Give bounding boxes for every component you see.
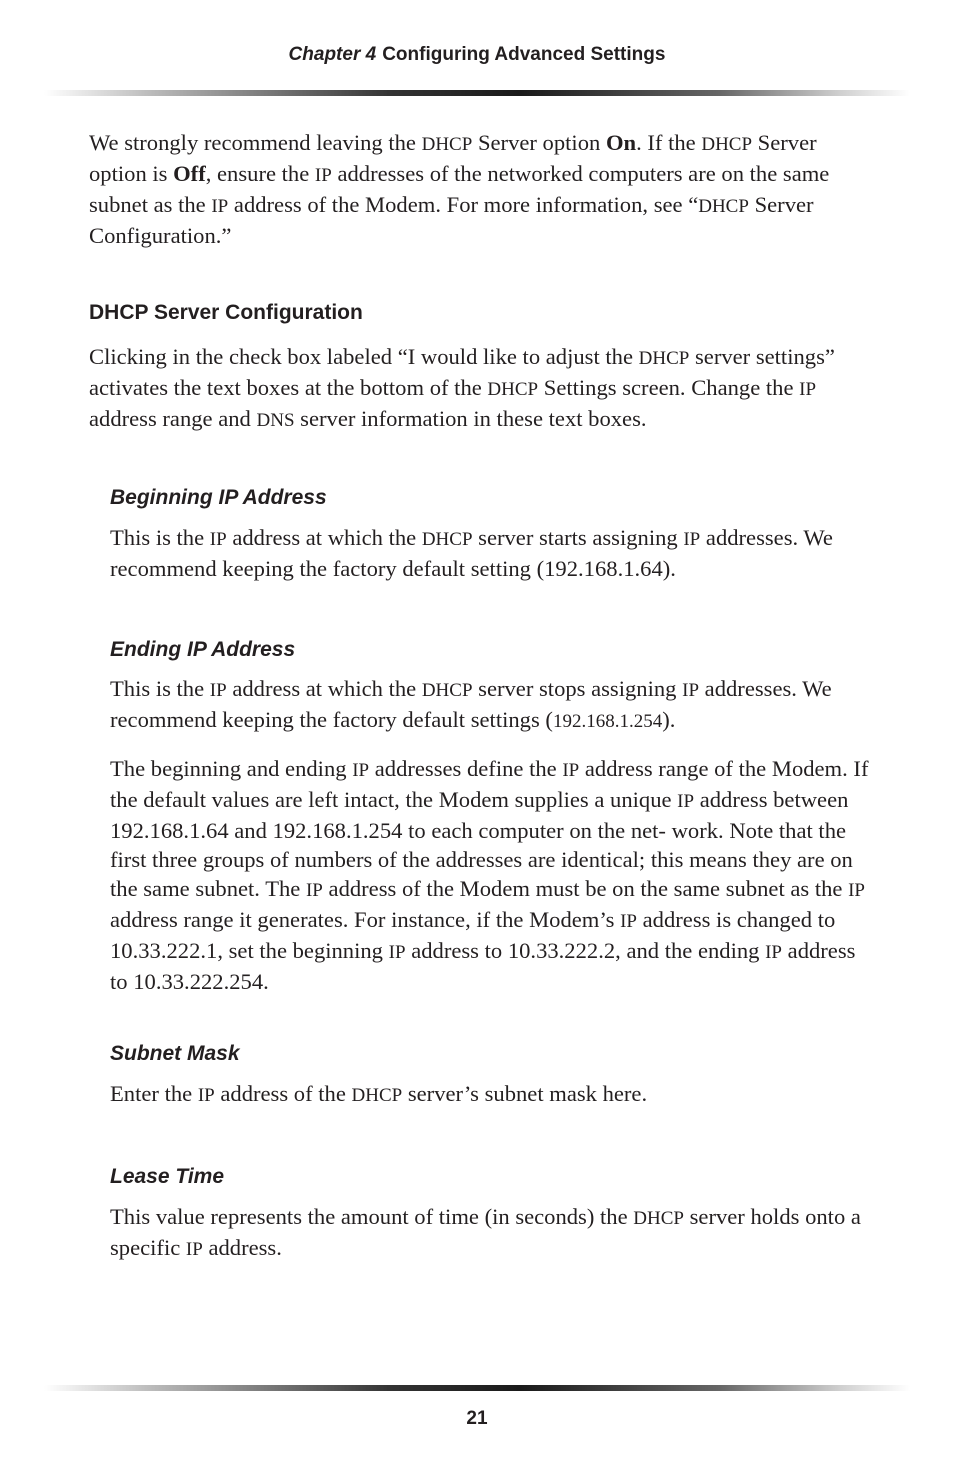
subheading-ending-ip-address: Ending IP Address [110, 638, 296, 661]
header-rule [44, 90, 910, 96]
ending-ip-paragraph: This is the IP address at which the DHCP server stops assigning IP addresses. We recommend keeping the factory default settings (192.168.1.254). [110, 676, 832, 732]
subheading-beginning-ip-address: Beginning IP Address [110, 486, 327, 509]
ip-range-paragraph: The beginning and ending IP addresses define the IP address range of the Modem. If the default values are left intact, the Modem supplies a unique IP address between 192.168.1.64 and 192.168.1.254 to each computer on the net- work. Note that the first three groups of numbers of the addresses are identical; this means they are on the same subnet. The IP address of the Modem must be on the same subnet as the IP address range it generates. For instance, if the Modem’s IP address is changed to 10.33.222.1, set the beginning IP address to 10.33.222.2, and the ending IP address to 10.33.222.254. [110, 756, 869, 994]
section-heading-dhcp-server-configuration: DHCP Server Configuration [89, 301, 363, 324]
beginning-ip-paragraph: This is the IP address at which the DHCP server starts assigning IP addresses. We recommend keeping the factory default setting (192.168.1.64). [110, 525, 833, 581]
chapter-label: Chapter 4 [288, 44, 377, 65]
subnet-mask-paragraph: Enter the IP address of the DHCP server’s subnet mask here. [110, 1081, 648, 1106]
page-header [0, 44, 954, 66]
intro-paragraph: We strongly recommend leaving the DHCP Server option On. If the DHCP Server option is Off, ensure the IP addresses of the networked computers are on the same subnet as the IP address of the Modem. For more information, see “DHCP Server Configuration.” [89, 130, 830, 248]
lease-time-paragraph: This value represents the amount of time (in seconds) the DHCP server holds onto a specific IP address. [110, 1204, 861, 1260]
subheading-subnet-mask: Subnet Mask [110, 1042, 240, 1065]
page-number: 21 [466, 1408, 488, 1429]
chapter-title: Configuring Advanced Settings [382, 44, 666, 65]
subheading-lease-time: Lease Time [110, 1165, 225, 1188]
dhcp-section-paragraph: Clicking in the check box labeled “I would like to adjust the DHCP server settings” activates the text boxes at the bottom of the DHCP Settings screen. Change the IP address range and DNS server information in these text boxes. [89, 344, 835, 431]
footer-rule [44, 1385, 910, 1391]
